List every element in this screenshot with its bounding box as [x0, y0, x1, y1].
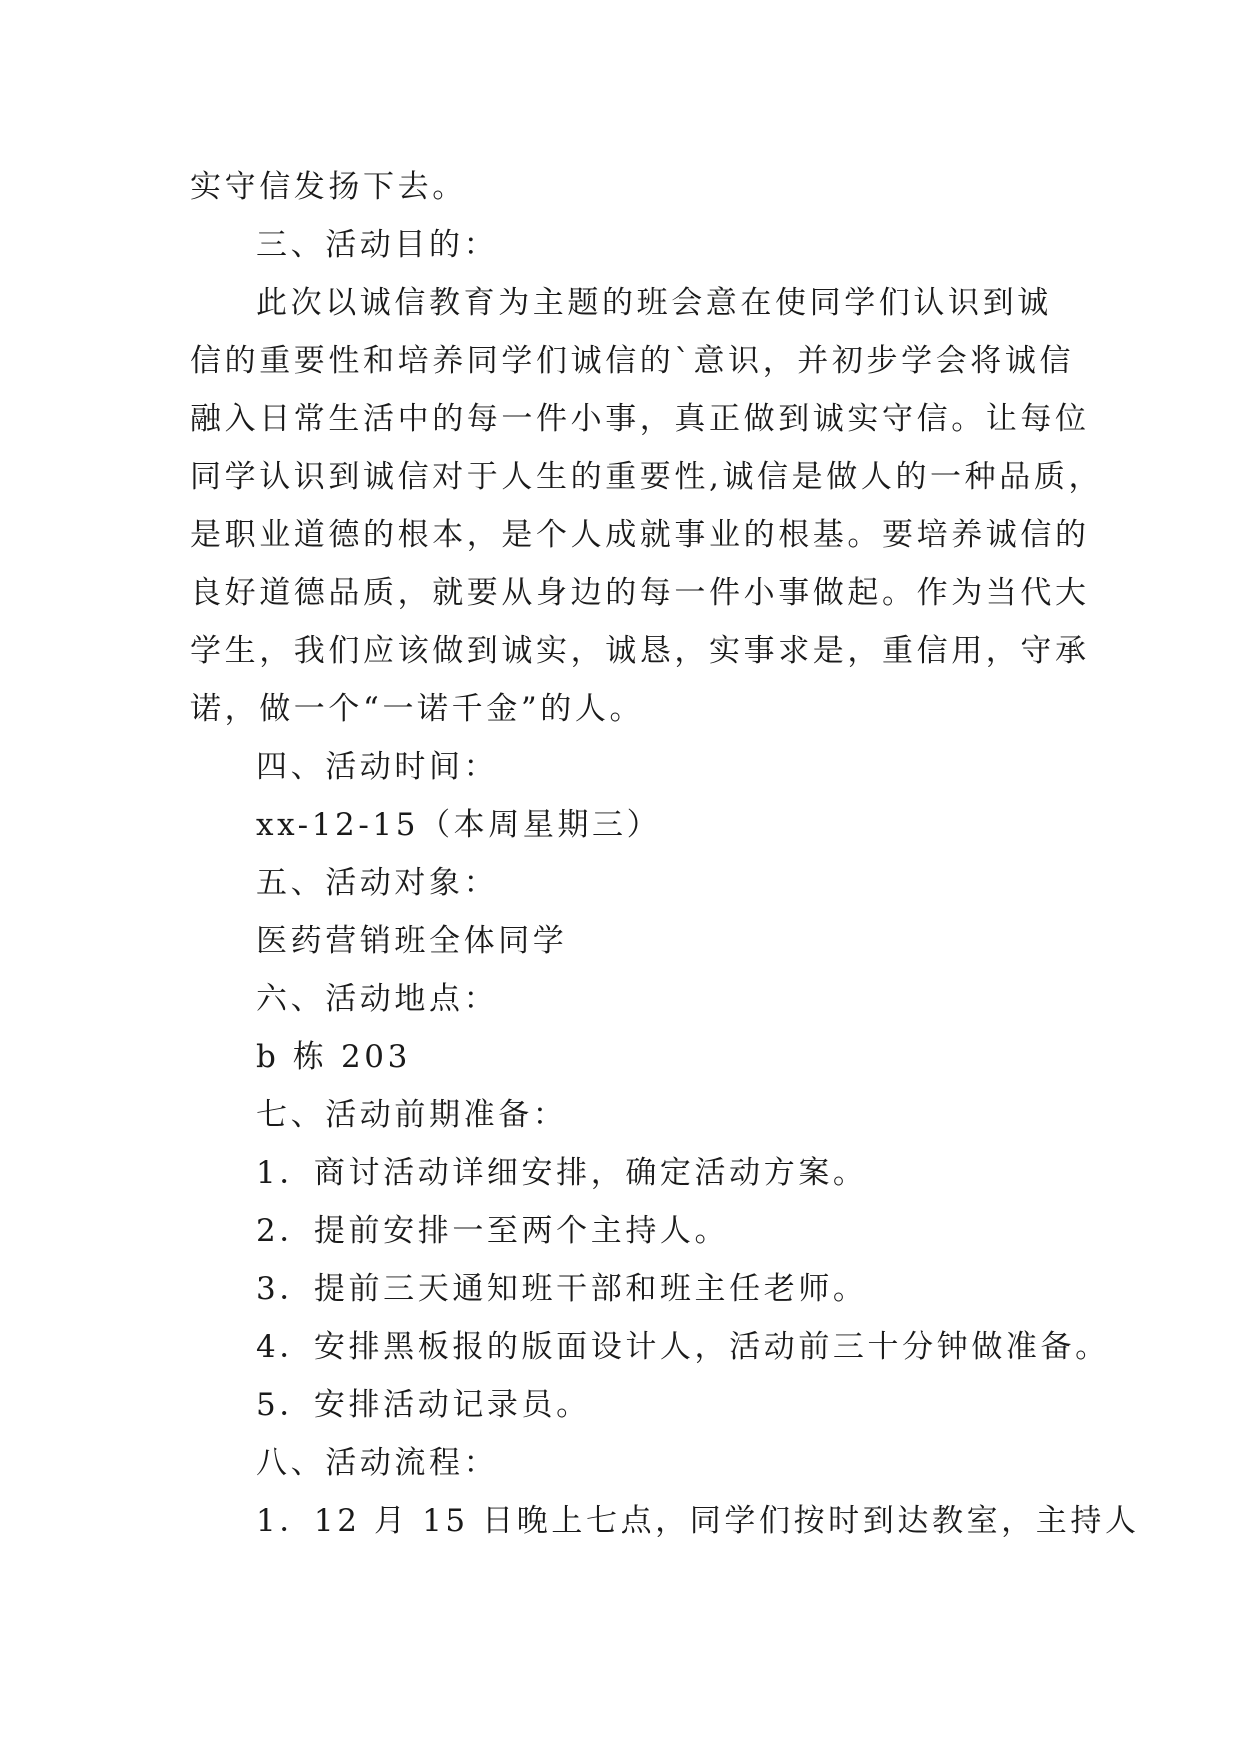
section-heading-location: 六、活动地点： [256, 981, 499, 1017]
section-heading-process: 八、活动流程： [256, 1445, 499, 1481]
text-line: 学生，我们应该做到诚实，诚恳，实事求是，重信用，守承 [190, 633, 1090, 669]
list-item: 1．商讨活动详细安排，确定活动方案。 [256, 1155, 868, 1191]
list-item: 4．安排黑板报的版面设计人，活动前三十分钟做准备。 [256, 1329, 1110, 1365]
section-heading-preparation: 七、活动前期准备： [256, 1097, 568, 1133]
text-line: 是职业道德的根本，是个人成就事业的根基。要培养诚信的 [190, 517, 1090, 553]
section-heading-time: 四、活动时间： [256, 749, 499, 785]
text-line: 诺，做一个“一诺千金”的人。 [190, 691, 645, 727]
text-line: 信的重要性和培养同学们诚信的`意识，并初步学会将诚信 [190, 343, 1075, 379]
text-line: 融入日常生活中的每一件小事，真正做到诚实守信。让每位 [190, 401, 1090, 437]
document-body [190, 158, 1140, 1550]
list-item: 5．安排活动记录员。 [256, 1387, 591, 1423]
list-item: 3．提前三天通知班干部和班主任老师。 [256, 1271, 868, 1307]
text-line: 良好道德品质，就要从身边的每一件小事做起。作为当代大 [190, 575, 1090, 611]
list-item: 2．提前安排一至两个主持人。 [256, 1213, 730, 1249]
section-heading-purpose: 三、活动目的： [256, 227, 499, 263]
text-line: b 栋 203 [256, 1039, 411, 1075]
text-line: 同学认识到诚信对于人生的重要性,诚信是做人的一种品质， [190, 459, 1104, 495]
text-line: 此次以诚信教育为主题的班会意在使同学们认识到诚 [256, 285, 1052, 321]
list-item: 1．12 月 15 日晚上七点，同学们按时到达教室，主持人 [256, 1503, 1140, 1539]
text-line: xx-12-15（本周星期三） [256, 807, 662, 843]
text-line: 医药营销班全体同学 [256, 923, 568, 959]
text-line: 实守信发扬下去。 [190, 169, 467, 205]
section-heading-audience: 五、活动对象： [256, 865, 499, 901]
